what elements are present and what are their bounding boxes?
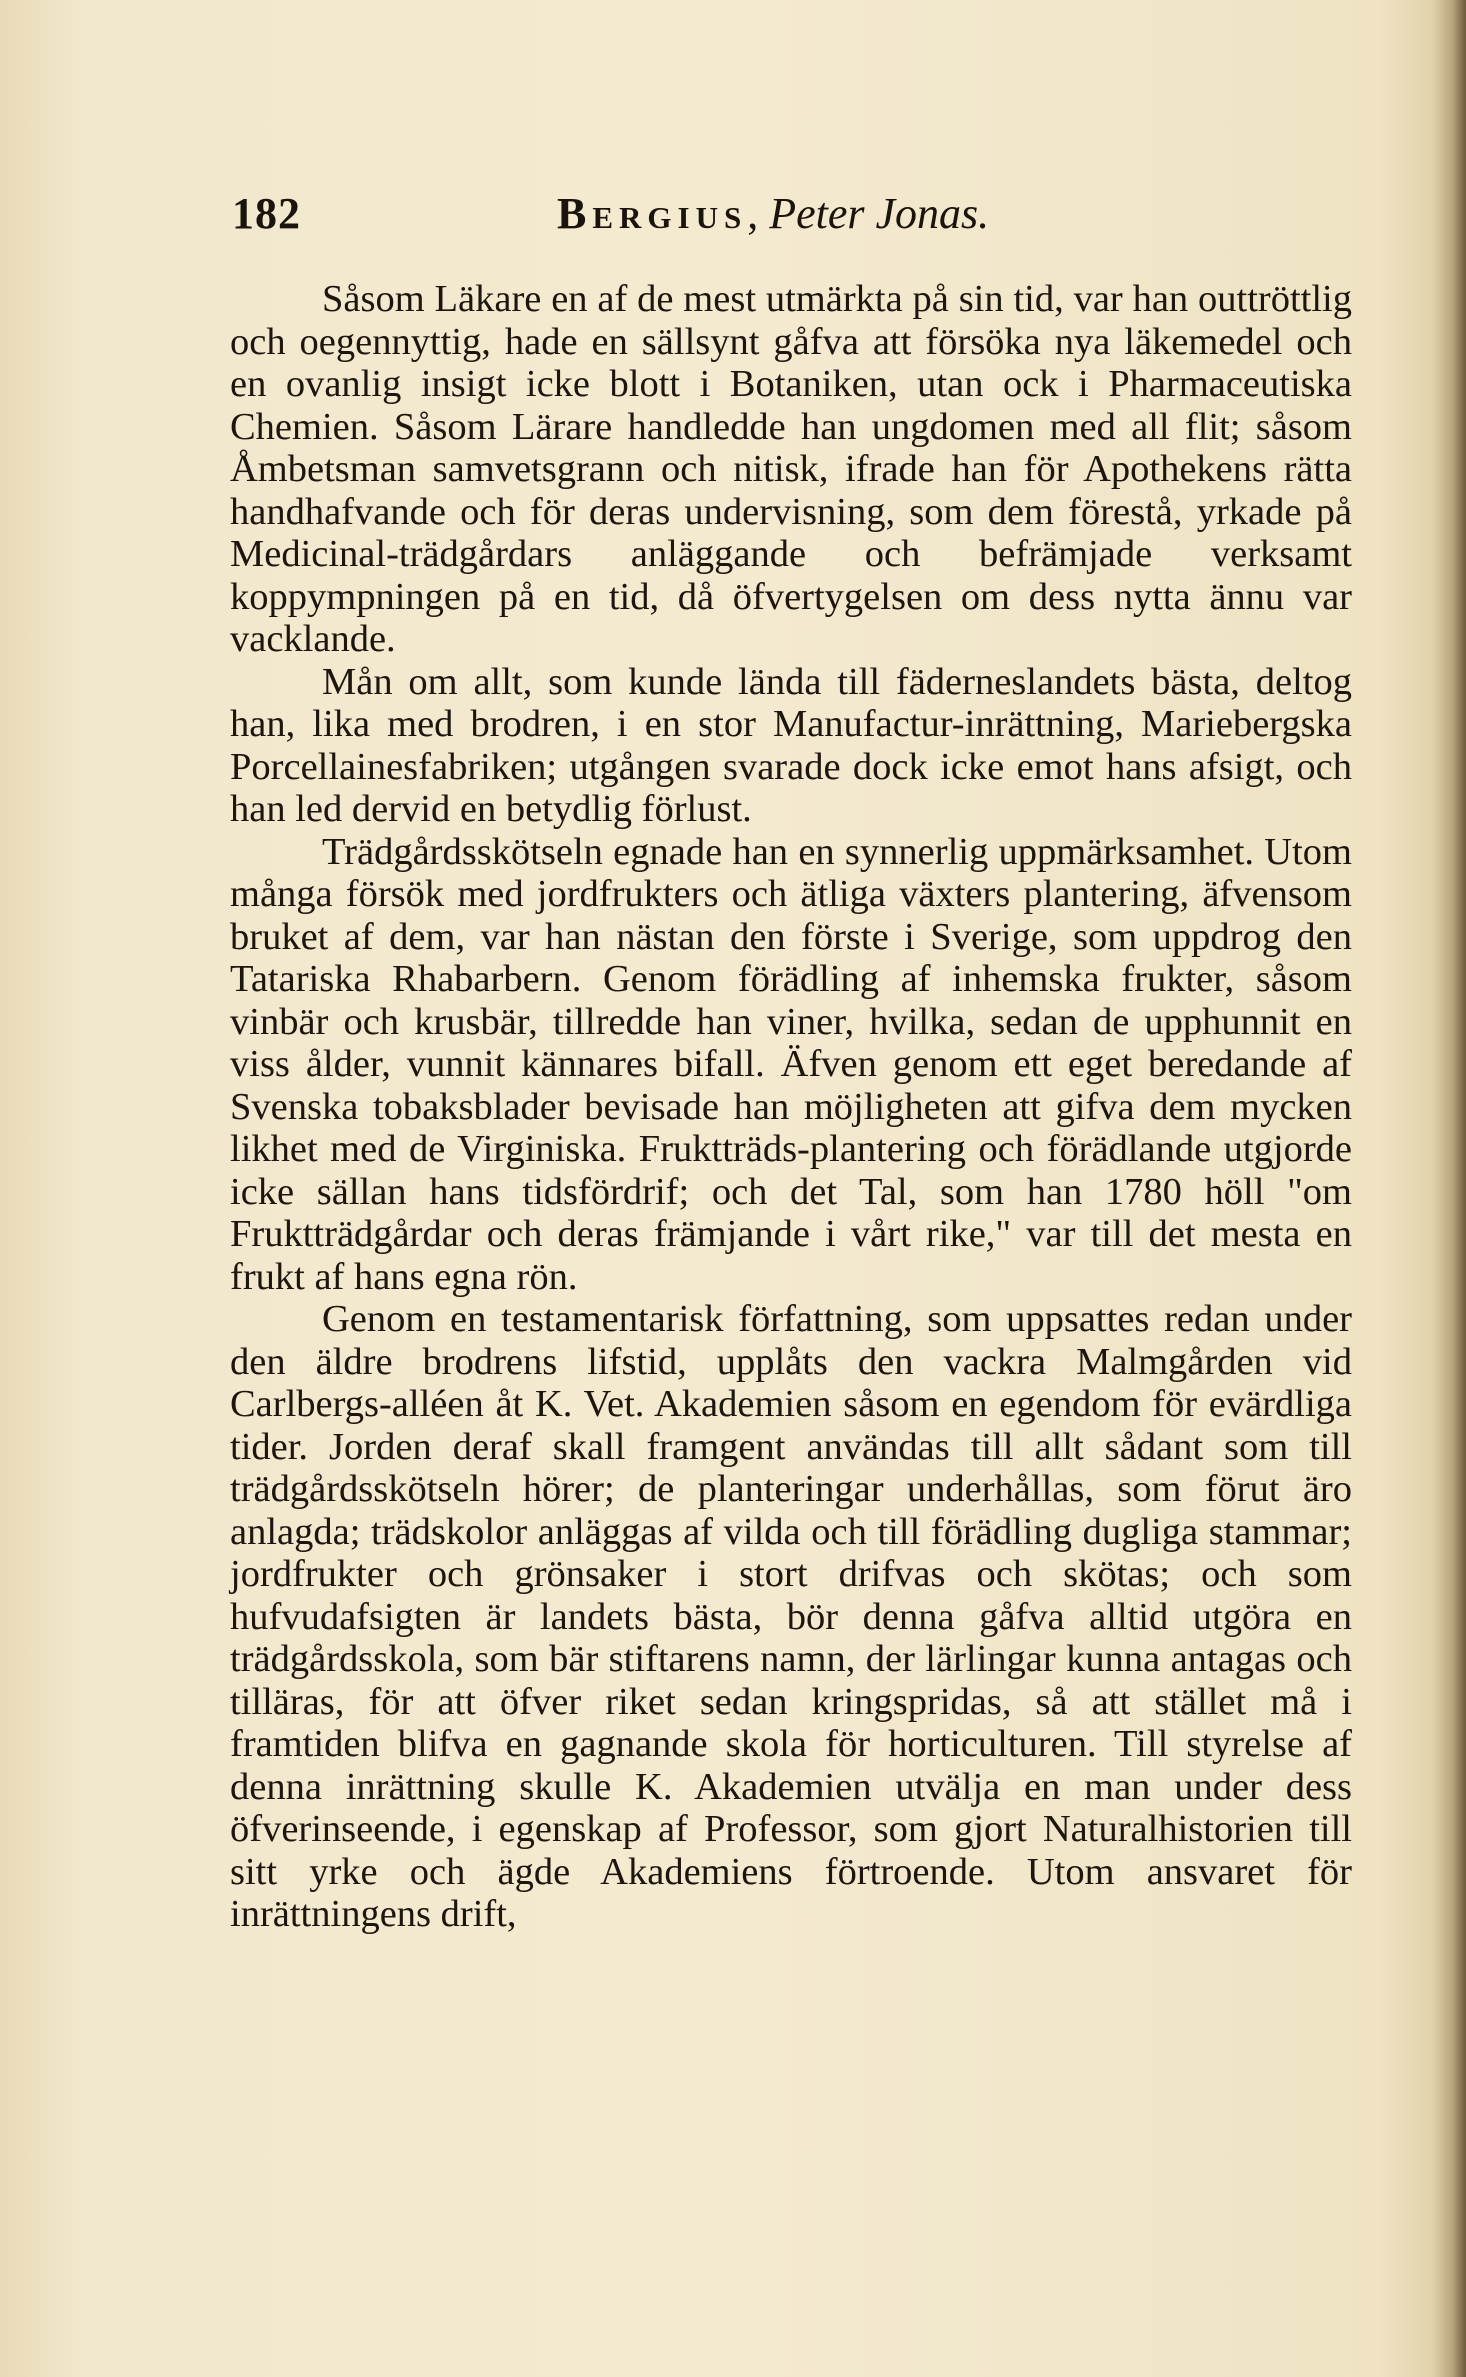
page-number: 182 (232, 189, 301, 238)
running-head-given-name: Peter Jonas. (769, 189, 990, 238)
running-head (557, 188, 989, 239)
page-header (232, 188, 1352, 258)
paragraph-physician: Såsom Läkare en af de mest utmärkta på sin tid, var han outtröttlig och oegennyttig, hade en sällsynt gåfva att försöka nya läkemedel och en ovanlig insigt icke blott i Botaniken, utan ock i Pharmaceutiska Chemien. Såsom Lärare handledde han ungdomen med all flit; såsom Åmbetsman samvetsgrann och nitisk, ifrade han för Apothekens rätta handhafvande och för deras undervisning, som dem förestå, yrkade på Medicinal-trädgårdars anläggande och befrämjade verksamt koppympningen på en tid, då öfvertygelsen om dess nytta ännu var vacklande. (230, 278, 1352, 660)
page-edge-shadow (1432, 0, 1466, 2377)
paragraph-testament: Genom en testamentarisk författning, som uppsattes redan under den äldre brodrens lifstid, upplåts den vackra Malmgården vid Carlbergs-alléen åt K. Vet. Akademien såsom en egendom för evärdliga tider. Jorden deraf skall framgent användas till allt sådant som till trädgårdsskötseln hörer; de planteringar underhållas, som förut äro anlagda; trädskolor anläggas af vilda och till förädling dugliga stammar; jordfrukter och grönsaker i stort drifvas och skötas; och som hufvudafsigten är landets bästa, bör denna gåfva alltid utgöra en trädgårdsskola, som bär stiftarens namn, der lärlingar kunna antagas och tilläras, för att öfver riket sedan kringspridas, så att stället må i framtiden blifva en gagnande skola för horticulturen. Till styrelse af denna inrättning skulle K. Akademien utvälja en man under dess öfverinseende, i egenskap af Professor, som gjort Naturalhistorien till sitt yrke och ägde Akademiens förtroende. Utom ansvaret för inrättningens drift, (230, 1298, 1352, 1935)
running-head-separator: , (747, 189, 759, 238)
paragraph-manufactory: Mån om allt, som kunde lända till fäderneslandets bästa, deltog han, lika med brodren, i en stor Manufactur-inrättning, Mariebergska Porcellainesfabriken; utgången svarade dock icke emot hans afsigt, och han led dervid en betydlig förlust. (230, 660, 1352, 830)
body-text (230, 278, 1352, 1936)
paragraph-horticulture: Trädgårdsskötseln egnade han en synnerlig uppmärksamhet. Utom många försök med jordfrukters och ätliga växters plantering, äfvensom bruket af dem, var han nästan den förste i Sverige, som uppdrog den Tatariska Rhabarbern. Genom förädling af inhemska frukter, såsom vinbär och krusbär, tillredde han viner, hvilka, sedan de upphunnit en viss ålder, vunnit kännares bifall. Äfven genom ett eget beredande af Svenska tobaksblader bevisade han möjligheten att gifva dem mycken likhet med de Virginiska. Fruktträds-plantering och förädlande utgjorde icke sällan hans tidsfördrif; och det Tal, som han 1780 höll "om Fruktträdgårdar och deras främjande i vårt rike," var till det mesta en frukt af hans egna rön. (230, 830, 1352, 1298)
running-head-author: Bergius (557, 189, 748, 238)
